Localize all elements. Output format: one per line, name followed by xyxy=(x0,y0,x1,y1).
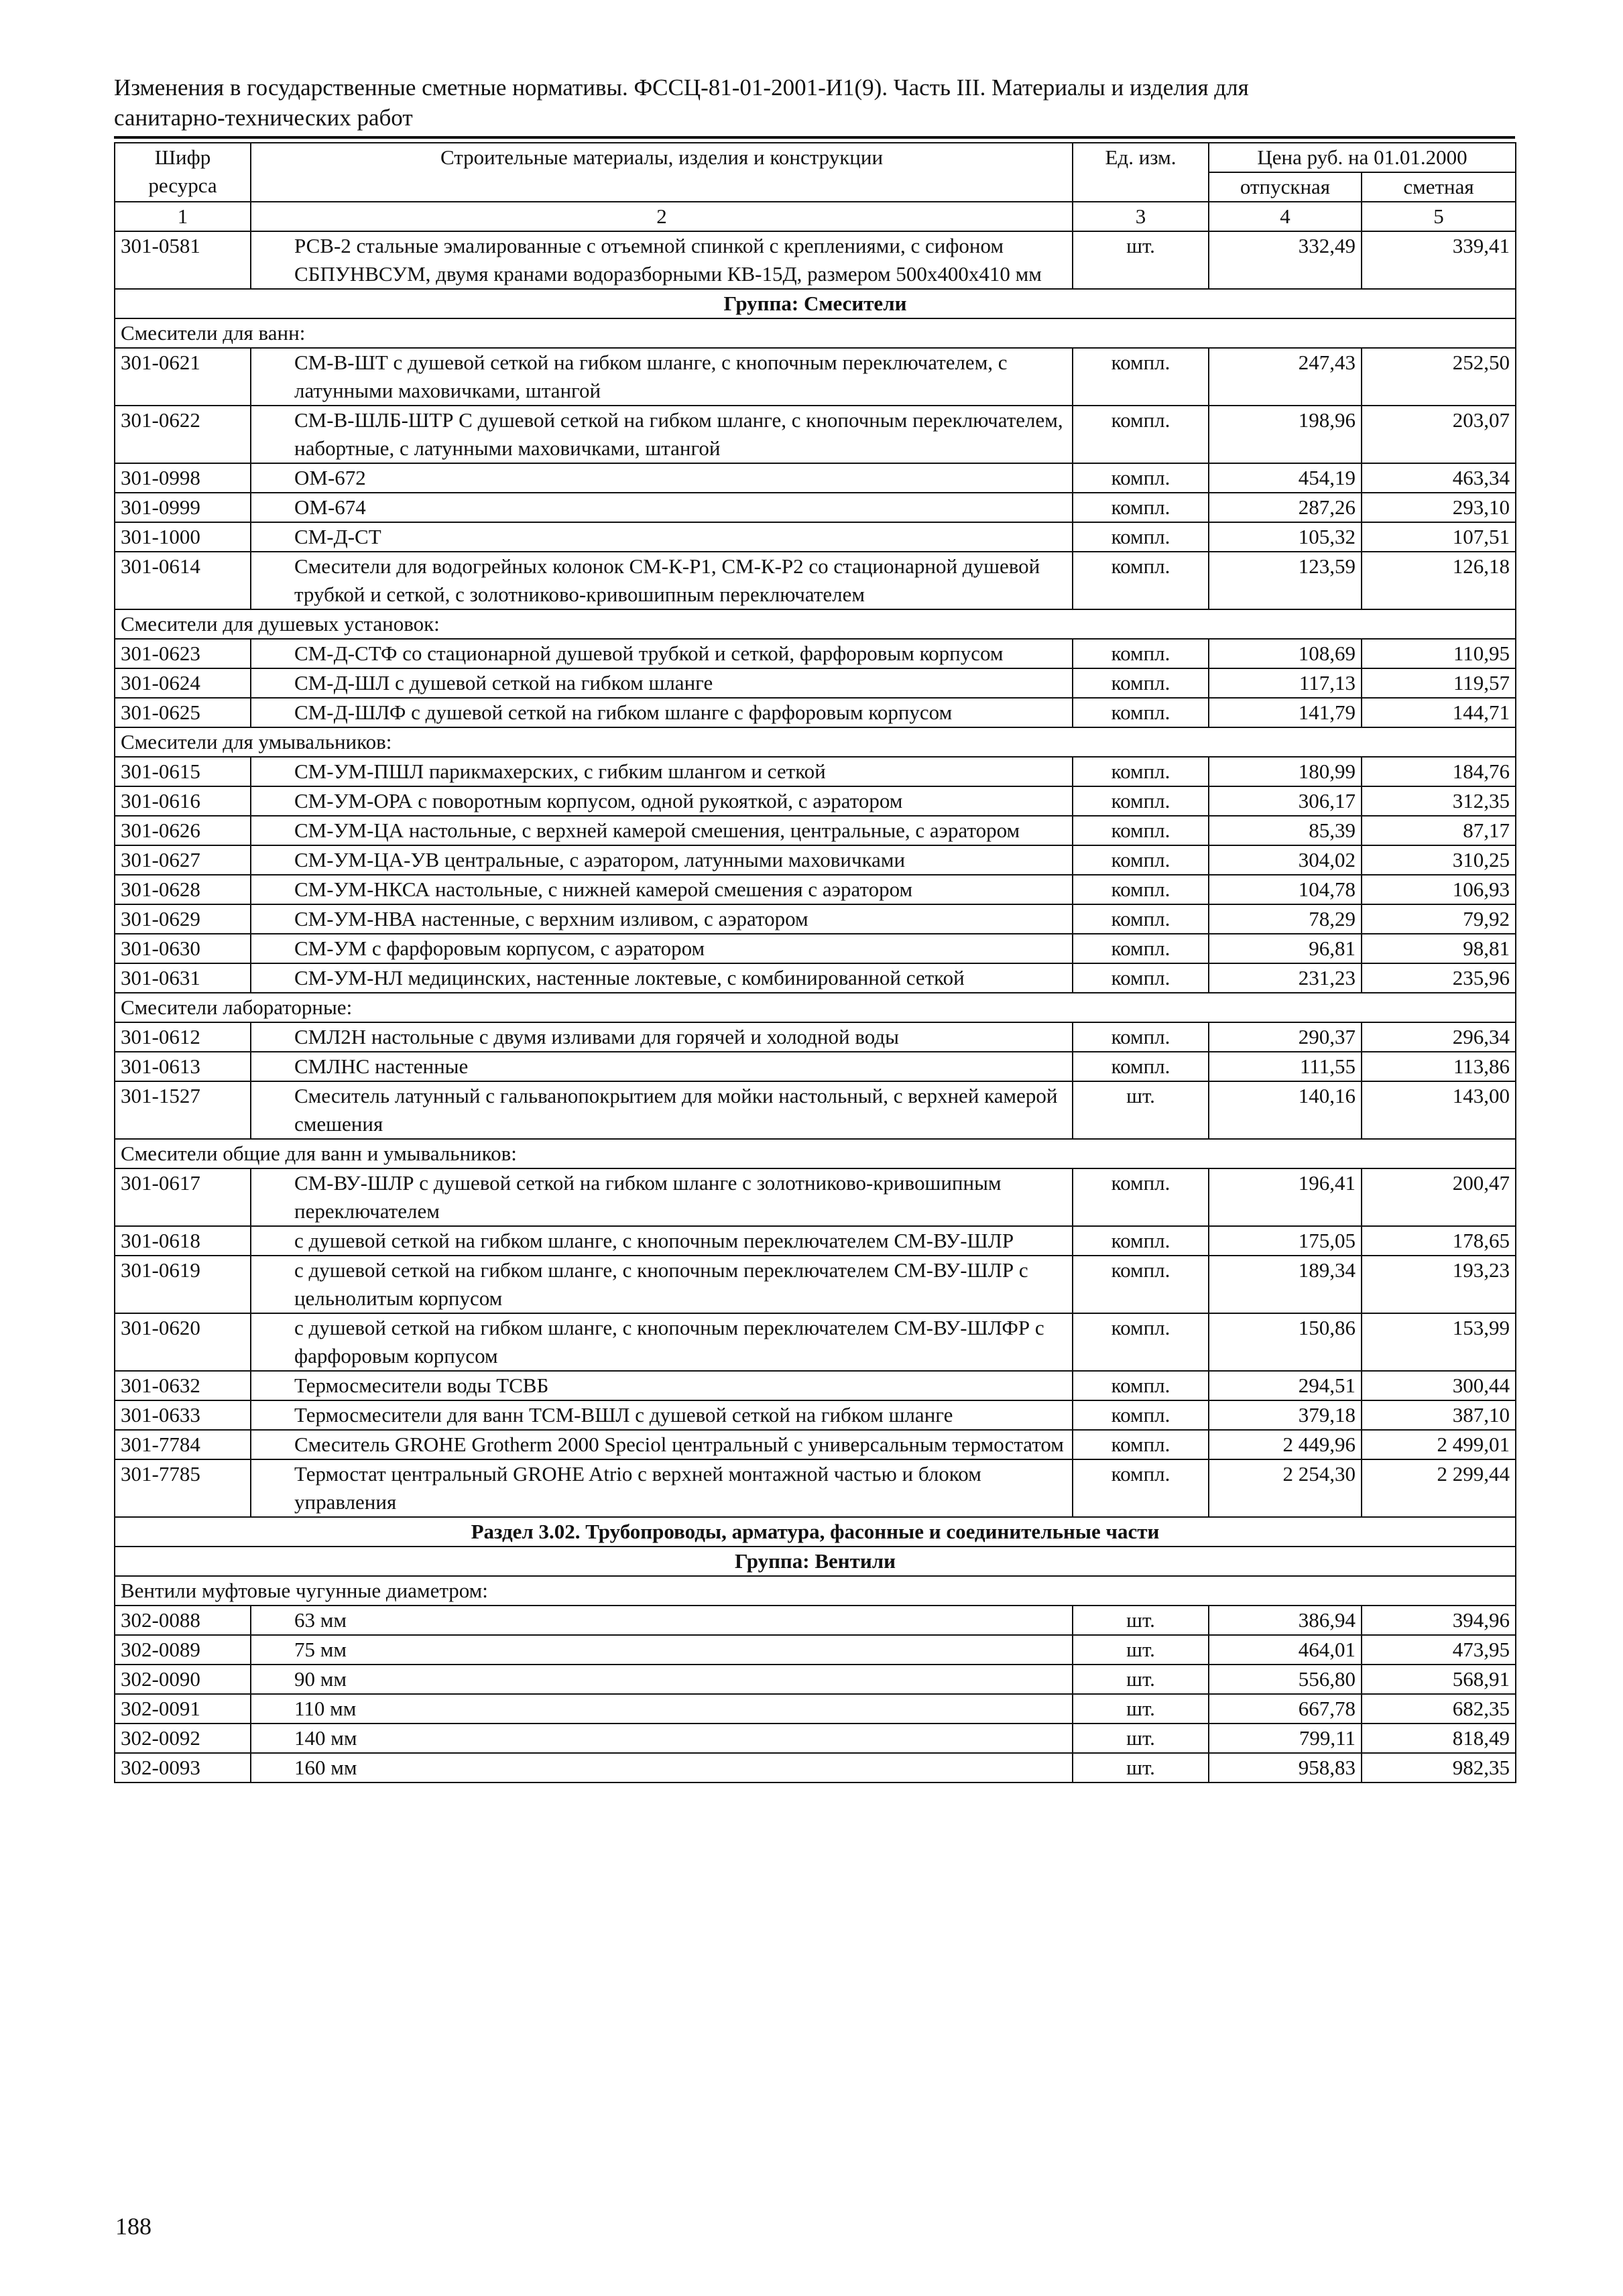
subheading: Смесители лабораторные: xyxy=(115,993,1516,1022)
table-row xyxy=(115,963,1516,993)
price-estimate: 113,86 xyxy=(1362,1052,1516,1081)
resource-name xyxy=(251,348,1073,406)
resource-name xyxy=(251,845,1073,875)
subheading-row xyxy=(115,1576,1516,1606)
col-header-release: отпускная xyxy=(1209,172,1362,202)
table-row xyxy=(115,1665,1516,1694)
resource-name xyxy=(251,1430,1073,1459)
resource-code: 301-7785 xyxy=(115,1459,251,1517)
table-row xyxy=(115,1694,1516,1724)
table-row xyxy=(115,1459,1516,1517)
table-row xyxy=(115,668,1516,698)
resource-code: 301-0622 xyxy=(115,406,251,463)
price-estimate: 252,50 xyxy=(1362,348,1516,406)
resource-name xyxy=(251,963,1073,993)
resource-code: 301-0618 xyxy=(115,1226,251,1256)
resource-unit: компл. xyxy=(1073,668,1209,698)
price-estimate: 2 499,01 xyxy=(1362,1430,1516,1459)
price-release: 247,43 xyxy=(1209,348,1362,406)
resource-name xyxy=(251,1313,1073,1371)
price-release: 85,39 xyxy=(1209,816,1362,845)
resource-unit: компл. xyxy=(1073,1022,1209,1052)
resource-name-text: ОМ-672 xyxy=(294,466,366,489)
subheading: Смесители для ванн: xyxy=(115,318,1516,348)
price-release: 105,32 xyxy=(1209,522,1362,552)
resource-unit: шт. xyxy=(1073,1081,1209,1139)
col-number: 2 xyxy=(251,202,1073,231)
price-estimate: 300,44 xyxy=(1362,1371,1516,1400)
table-row xyxy=(115,1256,1516,1313)
resource-name xyxy=(251,1168,1073,1226)
table-row xyxy=(115,1226,1516,1256)
resource-name xyxy=(251,493,1073,522)
price-estimate: 119,57 xyxy=(1362,668,1516,698)
table-row xyxy=(115,1052,1516,1081)
table-row xyxy=(115,1635,1516,1665)
price-release: 294,51 xyxy=(1209,1371,1362,1400)
section-title-row xyxy=(115,1517,1516,1547)
group-title: Группа: Смесители xyxy=(115,289,1516,318)
col-number: 3 xyxy=(1073,202,1209,231)
resource-name-text: Смесители для водогрейных колонок СМ-К-Р1, СМ-К-Р2 со стационарной душевой трубкой и сеткой, с золотниково-кривошипным переключателем xyxy=(294,554,1040,606)
table-row xyxy=(115,231,1516,289)
subheading: Вентили муфтовые чугунные диаметром: xyxy=(115,1576,1516,1606)
resource-name-text: СМЛ2Н настольные с двумя изливами для горячей и холодной воды xyxy=(294,1025,899,1048)
price-release: 799,11 xyxy=(1209,1724,1362,1753)
resource-name-text: 90 мм xyxy=(294,1667,347,1691)
resource-name xyxy=(251,1226,1073,1256)
resource-unit: компл. xyxy=(1073,845,1209,875)
table-row xyxy=(115,522,1516,552)
resource-unit: компл. xyxy=(1073,1459,1209,1517)
resource-name xyxy=(251,231,1073,289)
table-row xyxy=(115,875,1516,904)
table-row xyxy=(115,1606,1516,1635)
resource-name-text: СМ-Д-ШЛ с душевой сеткой на гибком шланге xyxy=(294,671,713,694)
table-row xyxy=(115,786,1516,816)
section-title: Раздел 3.02. Трубопроводы, арматура, фасонные и соединительные части xyxy=(115,1517,1516,1547)
resource-name xyxy=(251,1256,1073,1313)
resource-name xyxy=(251,934,1073,963)
price-estimate: 153,99 xyxy=(1362,1313,1516,1371)
resource-code: 301-0627 xyxy=(115,845,251,875)
price-estimate: 2 299,44 xyxy=(1362,1459,1516,1517)
price-release: 231,23 xyxy=(1209,963,1362,993)
resource-name-text: СМ-УМ-НЛ медицинских, настенные локтевые, с комбинированной сеткой xyxy=(294,966,965,989)
resource-name xyxy=(251,875,1073,904)
resource-unit: шт. xyxy=(1073,1724,1209,1753)
price-estimate: 126,18 xyxy=(1362,552,1516,609)
table-row xyxy=(115,904,1516,934)
resource-unit: шт. xyxy=(1073,1753,1209,1783)
price-release: 332,49 xyxy=(1209,231,1362,289)
price-release: 379,18 xyxy=(1209,1400,1362,1430)
resource-name xyxy=(251,1022,1073,1052)
resource-unit: компл. xyxy=(1073,1052,1209,1081)
price-release: 150,86 xyxy=(1209,1313,1362,1371)
col-number: 1 xyxy=(115,202,251,231)
resource-name-text: СМ-УМ с фарфоровым корпусом, с аэратором xyxy=(294,936,705,960)
price-estimate: 682,35 xyxy=(1362,1694,1516,1724)
table-row xyxy=(115,934,1516,963)
resource-name-text: СМ-УМ-ЦА настольные, с верхней камерой смешения, центральные, с аэратором xyxy=(294,819,1020,842)
price-estimate: 312,35 xyxy=(1362,786,1516,816)
col-number: 5 xyxy=(1362,202,1516,231)
resource-name-text: Термостат центральный GROHE Atrio с верхней монтажной частью и блоком управления xyxy=(294,1462,981,1514)
resource-name-text: 63 мм xyxy=(294,1608,347,1632)
table-row xyxy=(115,1753,1516,1783)
resource-unit: компл. xyxy=(1073,1256,1209,1313)
col-header-unit: Ед. изм. xyxy=(1073,143,1209,202)
resource-unit: компл. xyxy=(1073,934,1209,963)
resource-code: 301-0623 xyxy=(115,639,251,668)
resource-unit: компл. xyxy=(1073,875,1209,904)
resource-code: 301-0632 xyxy=(115,1371,251,1400)
price-release: 667,78 xyxy=(1209,1694,1362,1724)
table-row xyxy=(115,406,1516,463)
resource-name-text: СМ-Д-СТФ со стационарной душевой трубкой и сеткой, фарфоровым корпусом xyxy=(294,642,1004,665)
resource-name-text: СМ-УМ-ПШЛ парикмахерских, с гибким шлангом и сеткой xyxy=(294,760,826,783)
resource-name xyxy=(251,1081,1073,1139)
price-estimate: 463,34 xyxy=(1362,463,1516,493)
price-release: 2 254,30 xyxy=(1209,1459,1362,1517)
resource-name xyxy=(251,1753,1073,1783)
price-estimate: 79,92 xyxy=(1362,904,1516,934)
resource-unit: компл. xyxy=(1073,552,1209,609)
resource-name-text: РСВ-2 стальные эмалированные с отъемной спинкой с креплениями, с сифоном СБПУНВСУМ, двумя кранами водоразборными КВ-15Д, размером 500х400х410 мм xyxy=(294,234,1042,286)
table-row xyxy=(115,1081,1516,1139)
resource-code: 302-0090 xyxy=(115,1665,251,1694)
price-release: 958,83 xyxy=(1209,1753,1362,1783)
resource-unit: компл. xyxy=(1073,1430,1209,1459)
price-release: 287,26 xyxy=(1209,493,1362,522)
table-row xyxy=(115,1430,1516,1459)
price-estimate: 110,95 xyxy=(1362,639,1516,668)
resource-code: 301-0628 xyxy=(115,875,251,904)
resource-name xyxy=(251,1724,1073,1753)
subheading: Смесители для умывальников: xyxy=(115,727,1516,757)
resource-name-text: СМЛНС настенные xyxy=(294,1054,469,1078)
resource-name xyxy=(251,668,1073,698)
resource-name-text: Термосмесители воды ТСВБ xyxy=(294,1374,549,1397)
price-estimate: 203,07 xyxy=(1362,406,1516,463)
price-release: 78,29 xyxy=(1209,904,1362,934)
table-row xyxy=(115,1168,1516,1226)
price-estimate: 87,17 xyxy=(1362,816,1516,845)
price-estimate: 98,81 xyxy=(1362,934,1516,963)
price-release: 96,81 xyxy=(1209,934,1362,963)
resource-name-text: СМ-Д-ШЛФ с душевой сеткой на гибком шланге с фарфоровым корпусом xyxy=(294,701,953,724)
resource-code: 301-0629 xyxy=(115,904,251,934)
table-row xyxy=(115,463,1516,493)
table-row xyxy=(115,639,1516,668)
price-release: 304,02 xyxy=(1209,845,1362,875)
price-estimate: 982,35 xyxy=(1362,1753,1516,1783)
resource-name-text: 75 мм xyxy=(294,1638,347,1661)
resource-name xyxy=(251,406,1073,463)
price-release: 180,99 xyxy=(1209,757,1362,786)
resource-name xyxy=(251,1459,1073,1517)
header-rule xyxy=(114,136,1515,139)
col-header-price: Цена руб. на 01.01.2000 xyxy=(1209,143,1516,172)
resource-unit: компл. xyxy=(1073,816,1209,845)
subheading-row xyxy=(115,1139,1516,1168)
resource-name-text: СМ-УМ-НКСА настольные, с нижней камерой смешения с аэратором xyxy=(294,878,913,901)
price-table xyxy=(114,142,1516,1783)
resource-code: 301-1527 xyxy=(115,1081,251,1139)
resource-name xyxy=(251,1665,1073,1694)
price-release: 2 449,96 xyxy=(1209,1430,1362,1459)
resource-code: 301-0626 xyxy=(115,816,251,845)
col-header-code: Шифр ресурса xyxy=(115,143,251,202)
resource-code: 302-0088 xyxy=(115,1606,251,1635)
price-estimate: 235,96 xyxy=(1362,963,1516,993)
resource-code: 301-0999 xyxy=(115,493,251,522)
resource-code: 301-0621 xyxy=(115,348,251,406)
price-release: 123,59 xyxy=(1209,552,1362,609)
price-estimate: 473,95 xyxy=(1362,1635,1516,1665)
subheading-row xyxy=(115,318,1516,348)
resource-code: 302-0091 xyxy=(115,1694,251,1724)
resource-unit: компл. xyxy=(1073,1400,1209,1430)
table-row xyxy=(115,845,1516,875)
resource-name xyxy=(251,1371,1073,1400)
resource-code: 301-0630 xyxy=(115,934,251,963)
price-table-body xyxy=(115,143,1516,1783)
resource-name-text: СМ-В-ШЛБ-ШТР С душевой сеткой на гибком шланге, с кнопочным переключателем, набортные, с латунными маховичками, штангой xyxy=(294,408,1063,460)
resource-name-text: с душевой сеткой на гибком шланге, с кнопочным переключателем СМ-ВУ-ШЛФР с фарфоровым корпусом xyxy=(294,1316,1044,1368)
resource-code: 301-0625 xyxy=(115,698,251,727)
price-estimate: 818,49 xyxy=(1362,1724,1516,1753)
price-estimate: 339,41 xyxy=(1362,231,1516,289)
price-estimate: 143,00 xyxy=(1362,1081,1516,1139)
table-row xyxy=(115,1022,1516,1052)
resource-name-text: 140 мм xyxy=(294,1726,357,1750)
resource-unit: компл. xyxy=(1073,1371,1209,1400)
resource-unit: компл. xyxy=(1073,493,1209,522)
resource-code: 302-0093 xyxy=(115,1753,251,1783)
resource-code: 301-0620 xyxy=(115,1313,251,1371)
resource-unit: шт. xyxy=(1073,1694,1209,1724)
resource-unit: компл. xyxy=(1073,522,1209,552)
resource-unit: шт. xyxy=(1073,1665,1209,1694)
resource-name xyxy=(251,1694,1073,1724)
group-title: Группа: Вентили xyxy=(115,1547,1516,1576)
resource-code: 301-0998 xyxy=(115,463,251,493)
resource-name-text: с душевой сеткой на гибком шланге, с кнопочным переключателем СМ-ВУ-ШЛР xyxy=(294,1229,1014,1252)
resource-name-text: ОМ-674 xyxy=(294,495,366,519)
resource-name xyxy=(251,522,1073,552)
price-estimate: 387,10 xyxy=(1362,1400,1516,1430)
resource-unit: шт. xyxy=(1073,231,1209,289)
price-release: 306,17 xyxy=(1209,786,1362,816)
resource-name xyxy=(251,552,1073,609)
table-row xyxy=(115,1400,1516,1430)
resource-unit: компл. xyxy=(1073,757,1209,786)
resource-unit: шт. xyxy=(1073,1635,1209,1665)
resource-name-text: Смеситель GROHE Grotherm 2000 Speciol центральный с универсальным термостатом xyxy=(294,1433,1064,1456)
resource-name-text: СМ-УМ-НВА настенные, с верхним изливом, с аэратором xyxy=(294,907,808,930)
resource-unit: компл. xyxy=(1073,463,1209,493)
price-release: 140,16 xyxy=(1209,1081,1362,1139)
subheading-row xyxy=(115,727,1516,757)
col-header-estimate: сметная xyxy=(1362,172,1516,202)
price-release: 189,34 xyxy=(1209,1256,1362,1313)
price-release: 386,94 xyxy=(1209,1606,1362,1635)
resource-name xyxy=(251,904,1073,934)
resource-code: 301-0617 xyxy=(115,1168,251,1226)
resource-name xyxy=(251,786,1073,816)
resource-code: 302-0089 xyxy=(115,1635,251,1665)
resource-code: 301-1000 xyxy=(115,522,251,552)
resource-code: 301-0614 xyxy=(115,552,251,609)
price-estimate: 200,47 xyxy=(1362,1168,1516,1226)
table-row xyxy=(115,816,1516,845)
price-estimate: 193,23 xyxy=(1362,1256,1516,1313)
price-release: 198,96 xyxy=(1209,406,1362,463)
price-estimate: 106,93 xyxy=(1362,875,1516,904)
resource-name xyxy=(251,1606,1073,1635)
resource-code: 301-0631 xyxy=(115,963,251,993)
resource-unit: компл. xyxy=(1073,348,1209,406)
column-number-row xyxy=(115,202,1516,231)
table-row xyxy=(115,552,1516,609)
page-number: 188 xyxy=(115,2213,152,2240)
resource-code: 301-0612 xyxy=(115,1022,251,1052)
resource-name-text: СМ-УМ-ЦА-УВ центральные, с аэратором, латунными маховичками xyxy=(294,848,906,871)
price-release: 117,13 xyxy=(1209,668,1362,698)
price-estimate: 394,96 xyxy=(1362,1606,1516,1635)
resource-code: 301-0616 xyxy=(115,786,251,816)
table-row xyxy=(115,1724,1516,1753)
price-release: 464,01 xyxy=(1209,1635,1362,1665)
table-row xyxy=(115,348,1516,406)
resource-code: 301-0619 xyxy=(115,1256,251,1313)
group-title-row xyxy=(115,289,1516,318)
table-row xyxy=(115,1313,1516,1371)
resource-name-text: Смеситель латунный с гальванопокрытием для мойки настольный, с верхней камерой смешения xyxy=(294,1084,1058,1136)
resource-name-text: СМ-В-ШТ с душевой сеткой на гибком шланге, с кнопочным переключателем, с латунными маховичками, штангой xyxy=(294,351,1008,402)
price-estimate: 296,34 xyxy=(1362,1022,1516,1052)
resource-code: 301-0581 xyxy=(115,231,251,289)
resource-unit: компл. xyxy=(1073,1313,1209,1371)
price-release: 111,55 xyxy=(1209,1052,1362,1081)
resource-unit: шт. xyxy=(1073,1606,1209,1635)
resource-unit: компл. xyxy=(1073,639,1209,668)
price-estimate: 178,65 xyxy=(1362,1226,1516,1256)
table-row xyxy=(115,493,1516,522)
group-title-row xyxy=(115,1547,1516,1576)
resource-unit: компл. xyxy=(1073,963,1209,993)
resource-name xyxy=(251,816,1073,845)
resource-unit: компл. xyxy=(1073,698,1209,727)
resource-name-text: СМ-ВУ-ШЛР с душевой сеткой на гибком шланге с золотниково-кривошипным переключателем xyxy=(294,1171,1002,1223)
resource-code: 301-0615 xyxy=(115,757,251,786)
price-estimate: 107,51 xyxy=(1362,522,1516,552)
resource-name-text: СМ-УМ-ОРА с поворотным корпусом, одной рукояткой, с аэратором xyxy=(294,789,903,812)
header-line-1: Изменения в государственные сметные нормативы. ФССЦ-81-01-2001-И1(9). Часть III. Материалы и изделия для xyxy=(114,74,1249,101)
resource-code: 301-0633 xyxy=(115,1400,251,1430)
subheading-row xyxy=(115,609,1516,639)
table-row xyxy=(115,1371,1516,1400)
resource-name-text: 110 мм xyxy=(294,1697,357,1720)
col-header-name: Строительные материалы, изделия и конструкции xyxy=(251,143,1073,202)
resource-code: 301-0613 xyxy=(115,1052,251,1081)
price-release: 196,41 xyxy=(1209,1168,1362,1226)
price-release: 454,19 xyxy=(1209,463,1362,493)
price-release: 290,37 xyxy=(1209,1022,1362,1052)
resource-name xyxy=(251,1052,1073,1081)
resource-name xyxy=(251,1400,1073,1430)
resource-name xyxy=(251,1635,1073,1665)
resource-unit: компл. xyxy=(1073,1226,1209,1256)
table-header-row xyxy=(115,143,1516,172)
col-number: 4 xyxy=(1209,202,1362,231)
resource-unit: компл. xyxy=(1073,406,1209,463)
price-release: 108,69 xyxy=(1209,639,1362,668)
subheading-row xyxy=(115,993,1516,1022)
page-header xyxy=(114,72,1515,133)
price-release: 141,79 xyxy=(1209,698,1362,727)
subheading: Смесители общие для ванн и умывальников: xyxy=(115,1139,1516,1168)
price-estimate: 293,10 xyxy=(1362,493,1516,522)
resource-unit: компл. xyxy=(1073,904,1209,934)
resource-name xyxy=(251,639,1073,668)
resource-code: 302-0092 xyxy=(115,1724,251,1753)
resource-name-text: 160 мм xyxy=(294,1756,357,1779)
table-row xyxy=(115,698,1516,727)
header-line-2: санитарно-технических работ xyxy=(114,105,413,131)
resource-name-text: Термосмесители для ванн ТСМ-ВШЛ с душевой сеткой на гибком шланге xyxy=(294,1403,953,1427)
price-release: 175,05 xyxy=(1209,1226,1362,1256)
resource-unit: компл. xyxy=(1073,786,1209,816)
price-estimate: 144,71 xyxy=(1362,698,1516,727)
price-estimate: 310,25 xyxy=(1362,845,1516,875)
price-estimate: 568,91 xyxy=(1362,1665,1516,1694)
resource-name xyxy=(251,757,1073,786)
resource-name-text: СМ-Д-СТ xyxy=(294,525,381,548)
resource-code: 301-7784 xyxy=(115,1430,251,1459)
resource-name xyxy=(251,463,1073,493)
table-row xyxy=(115,757,1516,786)
price-release: 104,78 xyxy=(1209,875,1362,904)
subheading: Смесители для душевых установок: xyxy=(115,609,1516,639)
price-release: 556,80 xyxy=(1209,1665,1362,1694)
resource-unit: компл. xyxy=(1073,1168,1209,1226)
resource-name xyxy=(251,698,1073,727)
resource-name-text: с душевой сеткой на гибком шланге, с кнопочным переключателем СМ-ВУ-ШЛР с цельнолитым корпусом xyxy=(294,1258,1028,1310)
resource-code: 301-0624 xyxy=(115,668,251,698)
price-estimate: 184,76 xyxy=(1362,757,1516,786)
